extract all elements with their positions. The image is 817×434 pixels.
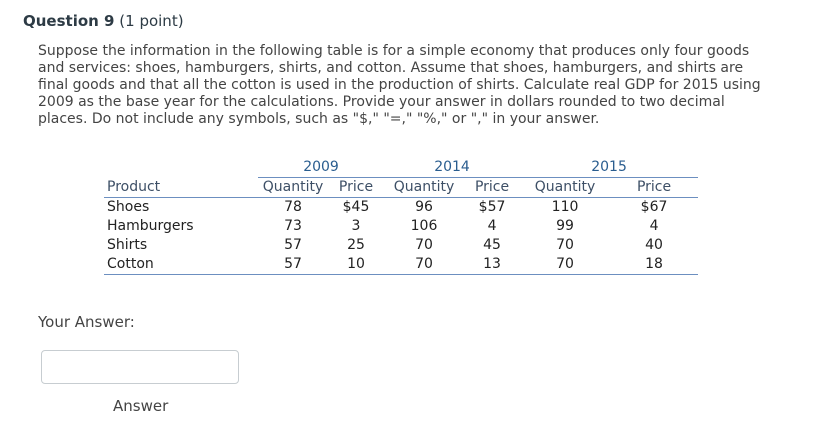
table-cell: 110 — [551, 199, 579, 215]
your-answer-label: Your Answer: — [38, 313, 135, 331]
table-cell: 78 — [284, 199, 302, 215]
table-cell: 70 — [384, 255, 464, 275]
table-cell: 57 — [284, 237, 302, 253]
economy-table — [104, 157, 698, 275]
column-header-row — [104, 178, 698, 198]
answer-input[interactable] — [41, 350, 239, 384]
product-header: Product — [104, 178, 258, 198]
table-row — [104, 236, 698, 255]
table-cell: 4 — [649, 218, 659, 234]
table-cell: $67 — [640, 199, 668, 215]
table-cell: 13 — [464, 255, 520, 275]
table-cell: 73 — [284, 218, 302, 234]
quantity-header: Quantity — [520, 178, 610, 198]
question-header — [23, 12, 184, 30]
answer-button[interactable]: Answer — [113, 397, 169, 415]
question-body — [38, 43, 768, 128]
question-points: (1 point) — [119, 12, 184, 30]
year-2014-header: 2014 — [384, 157, 520, 178]
year-2009-header: 2009 — [258, 157, 384, 178]
table-row — [104, 198, 698, 218]
quantity-header: Quantity — [384, 178, 464, 198]
table-cell: 57 — [258, 255, 328, 275]
year-2015-header: 2015 — [520, 157, 698, 178]
table-cell: 99 — [556, 218, 574, 234]
table-row — [104, 255, 698, 275]
price-header: Price — [464, 178, 520, 198]
price-header: Price — [328, 178, 384, 198]
table-row — [104, 217, 698, 236]
table-cell: 3 — [351, 218, 361, 234]
table-cell: 106 — [410, 218, 438, 234]
table-cell: 70 — [415, 237, 433, 253]
table-cell: 45 — [483, 237, 501, 253]
table-cell: 96 — [415, 199, 433, 215]
table-cell: 4 — [487, 218, 497, 234]
product-name: Cotton — [104, 255, 258, 275]
product-name: Shoes — [107, 199, 150, 215]
year-header-row — [104, 157, 698, 178]
table-cell: 70 — [520, 255, 610, 275]
table-cell: $45 — [342, 199, 370, 215]
table-cell: 40 — [645, 237, 663, 253]
table-cell: 10 — [328, 255, 384, 275]
question-title: Question 9 — [23, 12, 115, 30]
product-name: Hamburgers — [107, 218, 194, 234]
table-cell: 18 — [610, 255, 698, 275]
quantity-header: Quantity — [258, 178, 328, 198]
table-cell: $57 — [478, 199, 506, 215]
price-header: Price — [610, 178, 698, 198]
table-cell: 25 — [347, 237, 365, 253]
product-name: Shirts — [107, 237, 148, 253]
table-cell: 70 — [556, 237, 574, 253]
question-text: Suppose the information in the following table is for a simple economy that produces only four goods and services: shoes, hamburgers, shirts, and cotton. Assume that shoes, hamburgers, and shirts are final goods and that all the cotton is used in the production of shirts. Calculate real GDP for 2015 using 2009 as the base year for the calculations. Provide your answer in dollars rounded to two decimal places. Do not include any symbols, such as "$," "=," "%," or "," in your answer. — [38, 43, 761, 127]
